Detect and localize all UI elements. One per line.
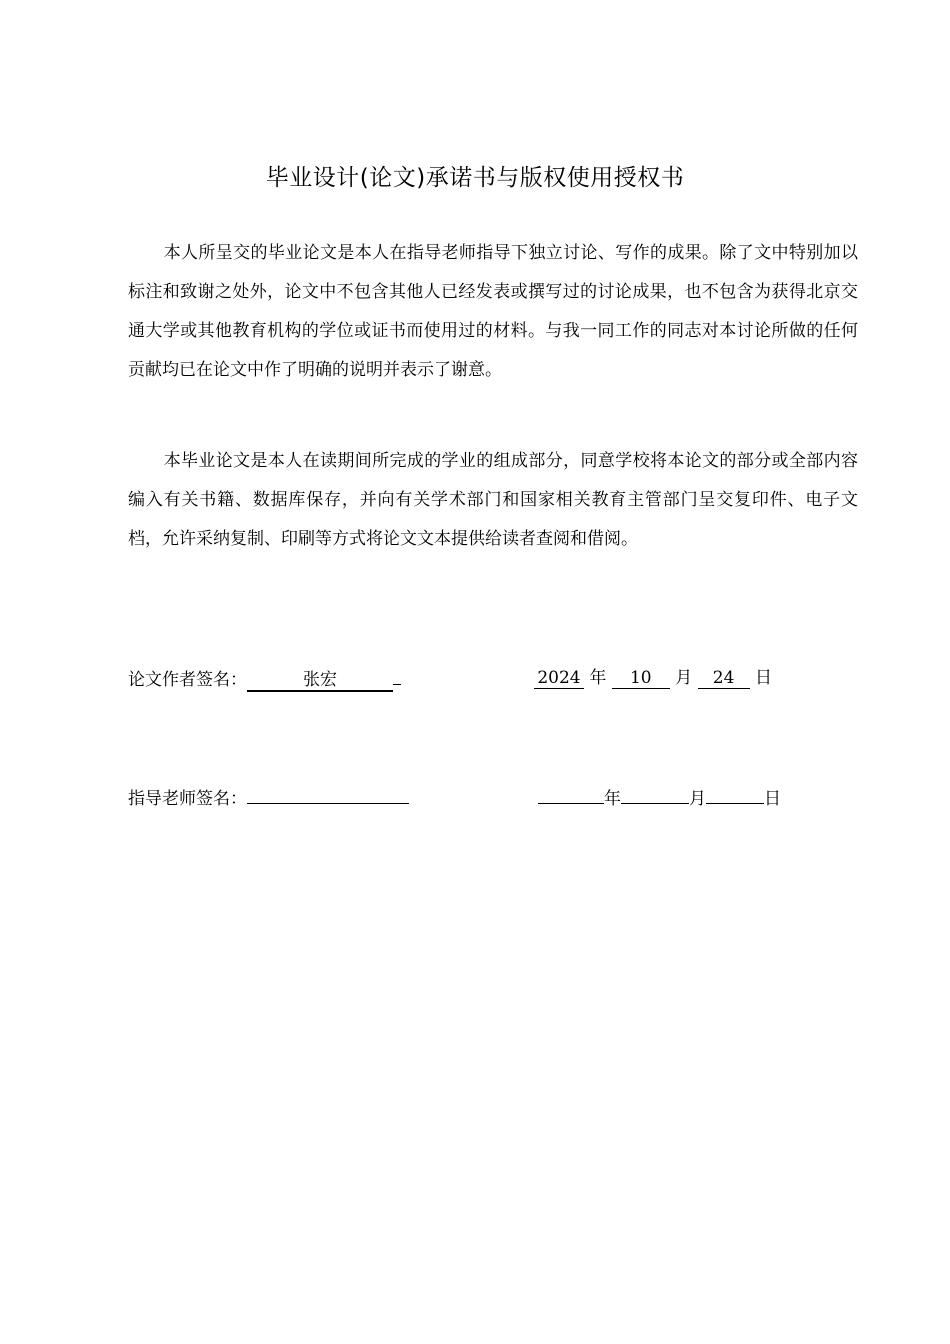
advisor-date [538,785,781,811]
author-date-day: 24 [712,668,735,688]
author-signature-label: 论文作者签名： [128,670,247,690]
author-date-year-field[interactable] [534,668,584,689]
author-signature-field[interactable] [247,670,393,692]
advisor-date-year-field[interactable] [538,785,604,804]
advisor-signature-row [128,785,409,811]
author-name: 张宏 [303,670,337,690]
author-date [534,666,772,690]
advisor-date-month-field[interactable] [621,785,689,804]
year-unit: 年 [589,668,607,688]
author-signature-row [128,666,401,692]
year-unit: 年 [604,789,621,809]
month-unit: 月 [689,789,706,809]
advisor-signature-label: 指导老师签名： [128,789,247,809]
author-date-month-field[interactable] [612,668,670,689]
author-date-day-field[interactable] [698,668,750,689]
copyright-paragraph: 本毕业论文是本人在读期间所完成的学业的组成部分，同意学校将本论文的部分或全部内容编入有关书籍、数据库保存，并向有关学术部门和国家相关教育主管部门呈交复印件、电子文档，允许采纳复制、印刷等方式将论文文本提供给读者查阅和借阅。 [128,451,858,549]
author-signature-tail-line [393,666,401,685]
advisor-date-day-field[interactable] [706,785,764,804]
day-unit: 日 [764,789,781,809]
commitment-paragraph: 本人所呈交的毕业论文是本人在指导老师指导下独立讨论、写作的成果。除了文中特别加以标注和致谢之处外，论文中不包含其他人已经发表或撰写过的讨论成果，也不包含为获得北京交通大学或其他教育机构的学位或证书而使用过的材料。与我一同工作的同志对本讨论所做的任何贡献均已在论文中作了明确的说明并表示了谢意。 [128,243,858,380]
month-unit: 月 [675,668,693,688]
author-date-month: 10 [629,668,652,688]
page-title: 毕业设计(论文)承诺书与版权使用授权书 [265,165,685,191]
author-date-year: 2024 [537,668,581,688]
advisor-signature-field[interactable] [247,785,409,804]
day-unit: 日 [755,668,773,688]
